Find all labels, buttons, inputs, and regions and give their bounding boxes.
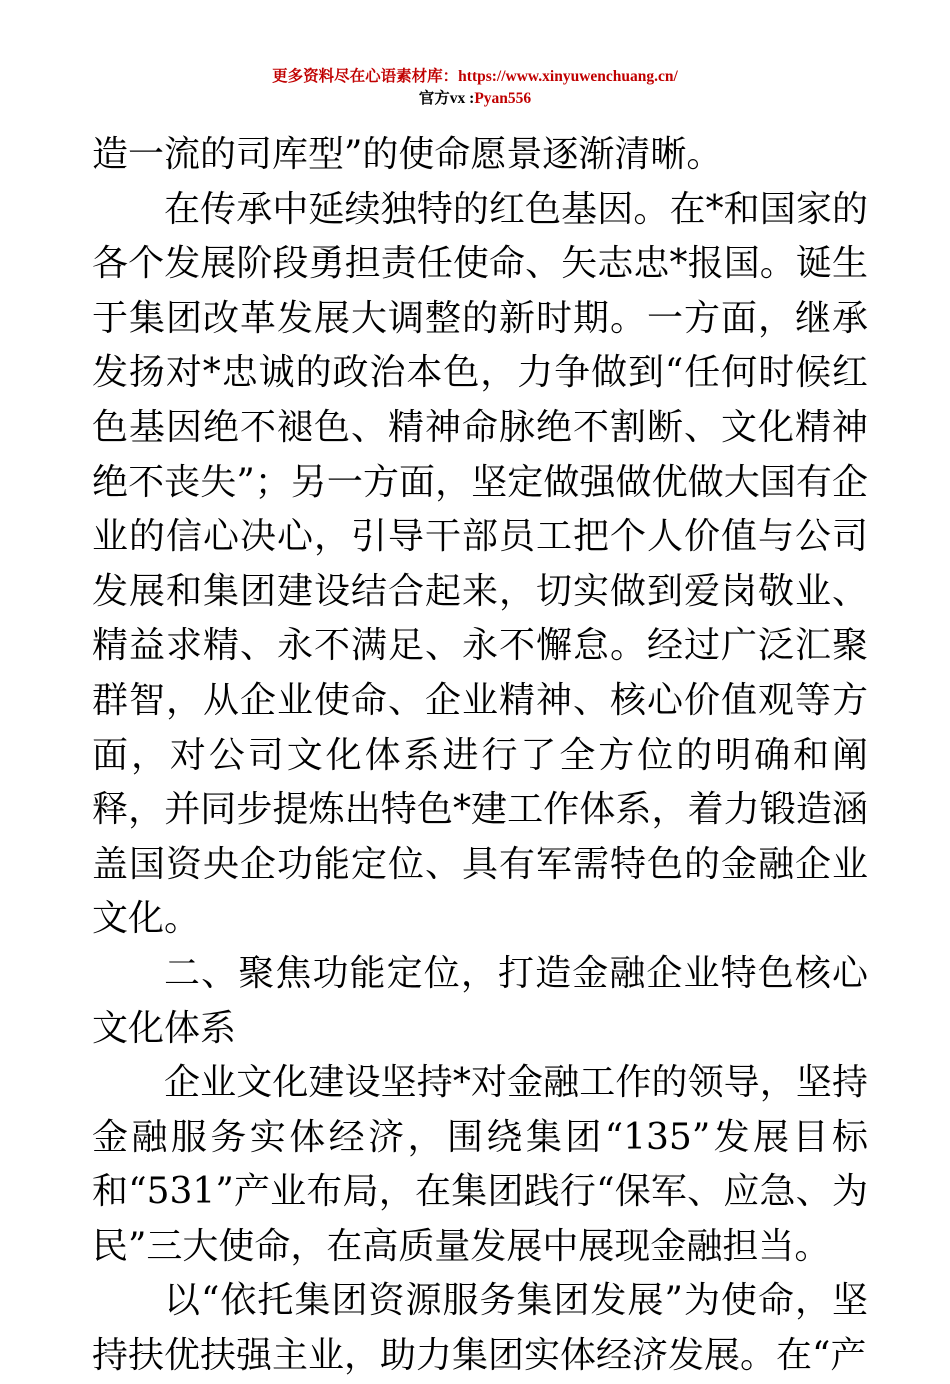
paragraph-1: 造一流的司库型”的使命愿景逐渐清晰。 xyxy=(92,134,723,175)
section-heading: 二、聚焦功能定位，打造金融企业特色核心文化体系 xyxy=(92,952,868,1049)
paragraph-2: 在传承中延续独特的红色基因。在*和国家的各个发展阶段勇担责任使命、矢志忠*报国。诞生于集团改革发展大调整的新时期。一方面，继承发扬对*忠诚的政治本色，力争做到“任何时候红色基因绝不褪色、精神命脉绝不割断、文化精神绝不丧失”；另一方面，坚定做强做优做大国有企业的信心决心，引导干部员工把个人价值与公司发展和集团建设结合起来，切实做到爱岗敬业、精益求精、永不满足、永不懈怠。经过广泛汇聚群智，从企业使命、企业精神、核心价值观等方面，对公司文化体系进行了全方位的明确和阐释，并同步提炼出特色*建工作体系，着力锻造涵盖国资央企功能定位、具有军需特色的金融企业文化。 xyxy=(92,188,868,940)
paragraph-3: 企业文化建设坚持*对金融工作的领导，坚持金融服务实体经济，围绕集团“135”发展目标和“531”产业布局，在集团践行“保军、应急、为民”三大使命，在高质量发展中展现金融担当。 xyxy=(92,1062,868,1267)
header-contact-label: 官方vx : xyxy=(418,90,475,107)
header-resource-link[interactable]: 更多资料尽在心语素材库：https://www.xinyuwenchuang.cn/ xyxy=(272,68,678,85)
document-body xyxy=(92,128,868,1384)
header-contact xyxy=(0,88,950,110)
header-contact-id: Pyan556 xyxy=(474,90,532,107)
paragraph-4: 以“依托集团资源服务集团发展”为使命，坚持扶优扶强主业，助力集团实体经济发展。在“产 xyxy=(92,1280,868,1377)
document-header xyxy=(0,66,950,110)
